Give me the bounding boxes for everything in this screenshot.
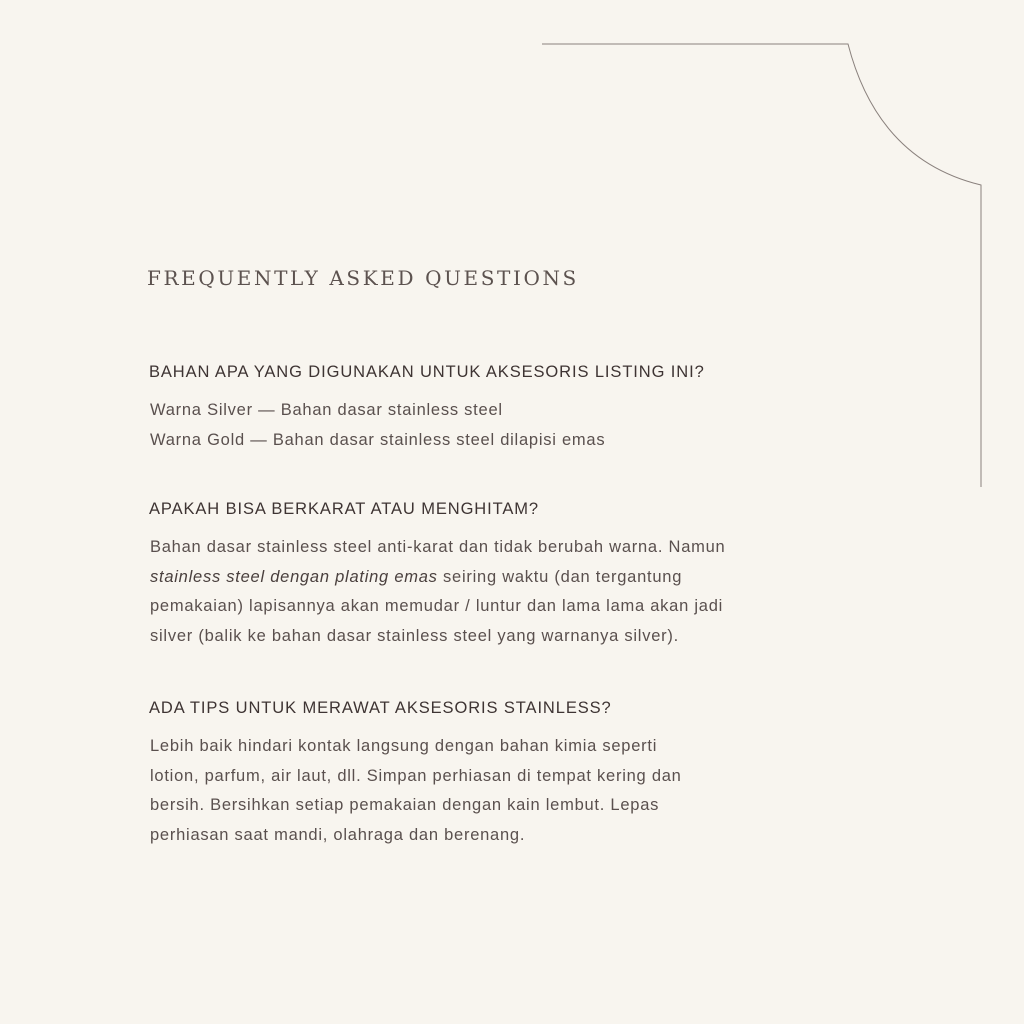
faq-question: ADA TIPS UNTUK MERAWAT AKSESORIS STAINLESS?: [149, 699, 612, 717]
faq-answer-line: [150, 563, 849, 593]
faq-answer-line: bersih. Bersihkan setiap pemakaian dengan kain lembut. Lepas: [150, 796, 660, 814]
faq-answer-line: Warna Silver — Bahan dasar stainless steel: [150, 401, 503, 419]
faq-answer-line: lotion, parfum, air laut, dll. Simpan perhiasan di tempat kering dan: [150, 766, 682, 785]
faq-item: [149, 698, 849, 850]
faq-answer: [150, 533, 849, 651]
faq-answer-emphasis: stainless steel dengan plating emas: [150, 567, 438, 586]
faq-question: BAHAN APA YANG DIGUNAKAN UNTUK AKSESORIS LISTING INI?: [149, 363, 705, 381]
faq-answer: [150, 396, 849, 455]
faq-answer-line: pemakaian) lapisannya akan memudar / luntur dan lama lama akan jadi: [150, 597, 724, 615]
faq-answer-line: silver (balik ke bahan dasar stainless steel yang warnanya silver).: [150, 626, 679, 645]
faq-item: [149, 362, 849, 455]
faq-answer-line: Warna Gold — Bahan dasar stainless steel dilapisi emas: [150, 430, 606, 449]
faq-list: [149, 362, 849, 850]
faq-answer-line: Bahan dasar stainless steel anti-karat dan tidak berubah warna. Namun: [150, 538, 726, 556]
faq-answer: [150, 732, 849, 850]
faq-item: [149, 499, 849, 651]
faq-answer-line: perhiasan saat mandi, olahraga dan berenang.: [150, 825, 526, 844]
faq-answer-text: seiring waktu (dan tergantung: [443, 567, 683, 586]
page-title: FREQUENTLY ASKED QUESTIONS: [147, 266, 579, 290]
faq-question: APAKAH BISA BERKARAT ATAU MENGHITAM?: [149, 500, 539, 518]
faq-answer-line: Lebih baik hindari kontak langsung dengan bahan kimia seperti: [150, 737, 658, 755]
